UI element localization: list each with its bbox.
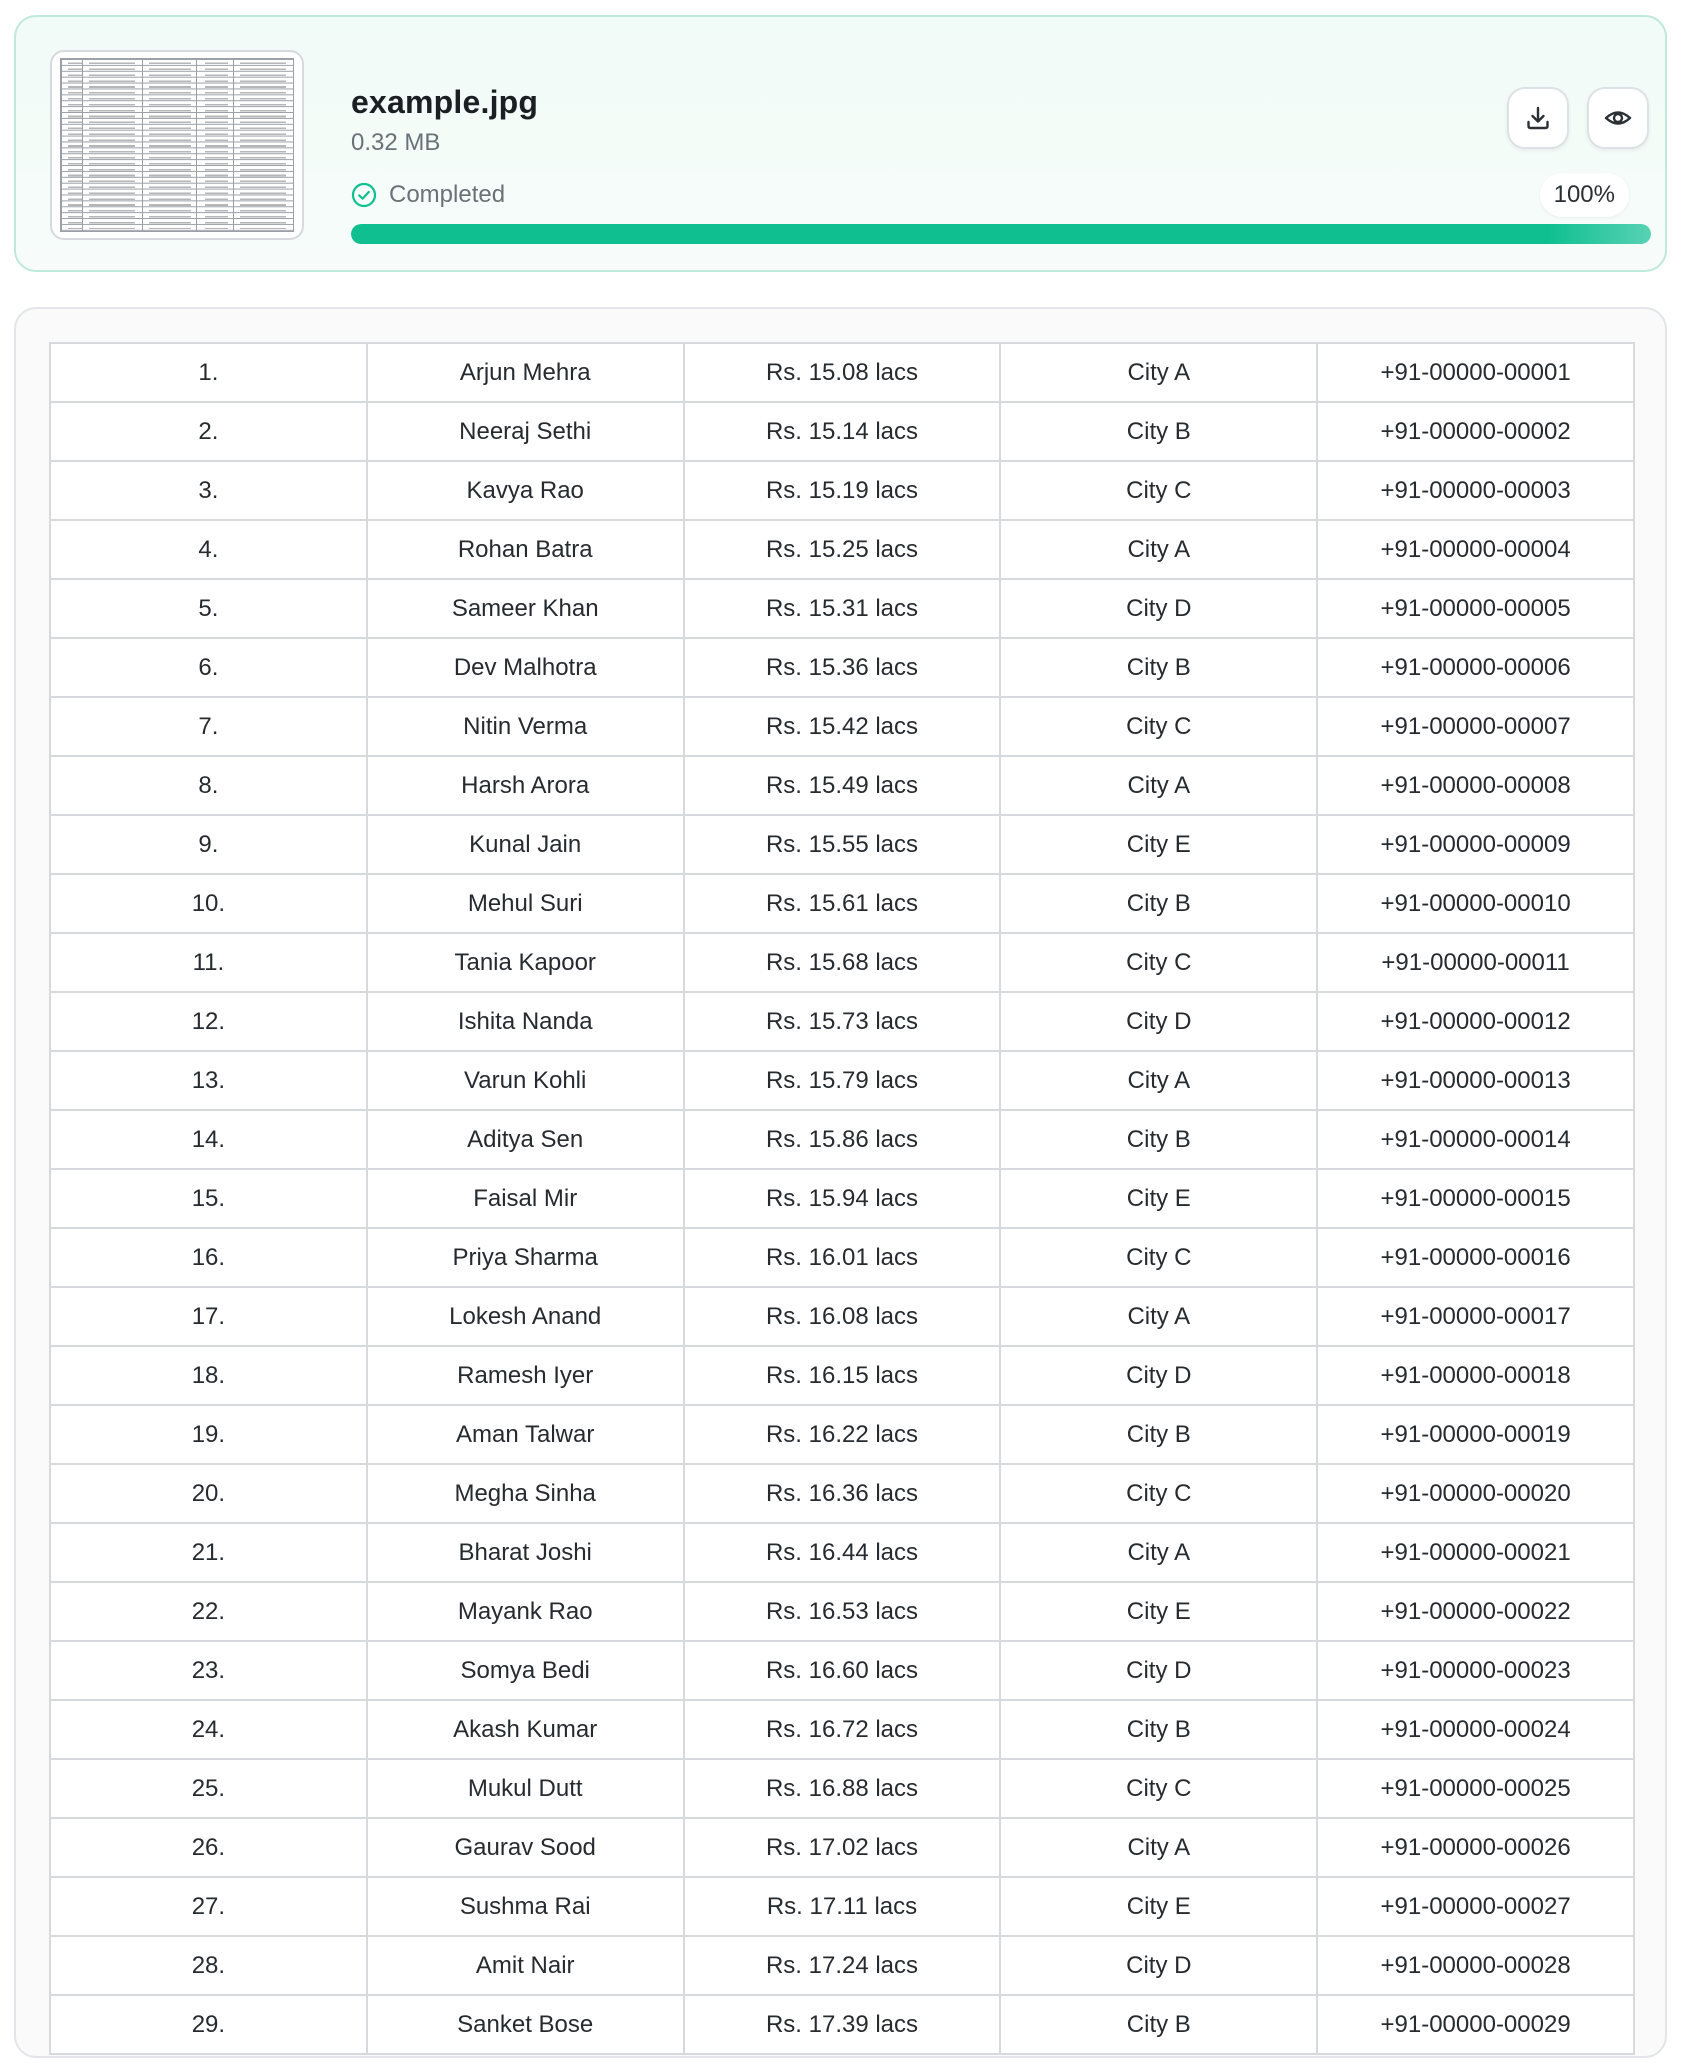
row-number-cell: 9. [50,815,367,874]
table-row [50,520,1634,579]
city-cell: City A [1000,1051,1317,1110]
name-cell: Megha Sinha [367,1464,684,1523]
salary-cell: Rs. 15.55 lacs [684,815,1001,874]
phone-cell: +91-00000-00001 [1317,343,1634,402]
salary-cell: Rs. 17.02 lacs [684,1818,1001,1877]
name-cell: Ramesh Iyer [367,1346,684,1405]
row-number-cell: 20. [50,1464,367,1523]
name-cell: Harsh Arora [367,756,684,815]
table-row [50,461,1634,520]
city-cell: City C [1000,933,1317,992]
city-cell: City B [1000,874,1317,933]
name-cell: Tania Kapoor [367,933,684,992]
row-number-cell: 13. [50,1051,367,1110]
city-cell: City B [1000,638,1317,697]
salary-cell: Rs. 16.60 lacs [684,1641,1001,1700]
name-cell: Varun Kohli [367,1051,684,1110]
row-number-cell: 1. [50,343,367,402]
table-row [50,1228,1634,1287]
name-cell: Faisal Mir [367,1169,684,1228]
city-cell: City C [1000,1464,1317,1523]
salary-cell: Rs. 15.14 lacs [684,402,1001,461]
city-cell: City D [1000,1936,1317,1995]
file-size: 0.32 MB [351,129,441,156]
name-cell: Priya Sharma [367,1228,684,1287]
phone-cell: +91-00000-00027 [1317,1877,1634,1936]
row-number-cell: 22. [50,1582,367,1641]
city-cell: City A [1000,520,1317,579]
table-row [50,1464,1634,1523]
file-name: example.jpg [351,84,539,120]
name-cell: Bharat Joshi [367,1523,684,1582]
salary-cell: Rs. 15.25 lacs [684,520,1001,579]
phone-cell: +91-00000-00022 [1317,1582,1634,1641]
city-cell: City A [1000,343,1317,402]
phone-cell: +91-00000-00026 [1317,1818,1634,1877]
city-cell: City B [1000,1405,1317,1464]
table-row [50,1700,1634,1759]
table-row [50,1523,1634,1582]
table-row [50,1582,1634,1641]
name-cell: Gaurav Sood [367,1818,684,1877]
salary-cell: Rs. 15.68 lacs [684,933,1001,992]
row-number-cell: 17. [50,1287,367,1346]
name-cell: Ishita Nanda [367,992,684,1051]
city-cell: City E [1000,1582,1317,1641]
name-cell: Nitin Verma [367,697,684,756]
progress-percent: 100% [1540,173,1629,217]
name-cell: Kavya Rao [367,461,684,520]
row-number-cell: 14. [50,1110,367,1169]
table-row [50,1818,1634,1877]
name-cell: Mukul Dutt [367,1759,684,1818]
row-number-cell: 19. [50,1405,367,1464]
city-cell: City B [1000,1995,1317,2054]
row-number-cell: 25. [50,1759,367,1818]
phone-cell: +91-00000-00021 [1317,1523,1634,1582]
phone-cell: +91-00000-00015 [1317,1169,1634,1228]
city-cell: City E [1000,815,1317,874]
row-number-cell: 4. [50,520,367,579]
city-cell: City A [1000,756,1317,815]
upload-status [351,181,505,209]
phone-cell: +91-00000-00013 [1317,1051,1634,1110]
name-cell: Aditya Sen [367,1110,684,1169]
row-number-cell: 6. [50,638,367,697]
download-button[interactable] [1507,87,1569,149]
phone-cell: +91-00000-00016 [1317,1228,1634,1287]
salary-cell: Rs. 15.19 lacs [684,461,1001,520]
row-number-cell: 21. [50,1523,367,1582]
salary-cell: Rs. 16.15 lacs [684,1346,1001,1405]
thumbnail-table-preview [60,58,294,232]
table-row [50,1110,1634,1169]
eye-icon [1603,103,1633,133]
row-number-cell: 29. [50,1995,367,2054]
name-cell: Sushma Rai [367,1877,684,1936]
row-number-cell: 10. [50,874,367,933]
salary-cell: Rs. 15.94 lacs [684,1169,1001,1228]
salary-cell: Rs. 15.86 lacs [684,1110,1001,1169]
city-cell: City B [1000,402,1317,461]
city-cell: City B [1000,1700,1317,1759]
table-row [50,579,1634,638]
phone-cell: +91-00000-00005 [1317,579,1634,638]
phone-cell: +91-00000-00024 [1317,1700,1634,1759]
salary-cell: Rs. 16.44 lacs [684,1523,1001,1582]
row-number-cell: 27. [50,1877,367,1936]
city-cell: City B [1000,1110,1317,1169]
salary-cell: Rs. 16.53 lacs [684,1582,1001,1641]
salary-cell: Rs. 15.61 lacs [684,874,1001,933]
city-cell: City E [1000,1169,1317,1228]
city-cell: City D [1000,579,1317,638]
extracted-table-card [14,307,1667,2058]
salary-cell: Rs. 16.88 lacs [684,1759,1001,1818]
row-number-cell: 28. [50,1936,367,1995]
phone-cell: +91-00000-00025 [1317,1759,1634,1818]
name-cell: Rohan Batra [367,520,684,579]
name-cell: Amit Nair [367,1936,684,1995]
phone-cell: +91-00000-00019 [1317,1405,1634,1464]
name-cell: Sanket Bose [367,1995,684,2054]
salary-cell: Rs. 16.08 lacs [684,1287,1001,1346]
city-cell: City C [1000,697,1317,756]
name-cell: Sameer Khan [367,579,684,638]
file-thumbnail[interactable] [50,50,304,240]
table-row [50,343,1634,402]
table-row [50,1641,1634,1700]
city-cell: City D [1000,1346,1317,1405]
table-row [50,874,1634,933]
preview-button[interactable] [1587,87,1649,149]
name-cell: Somya Bedi [367,1641,684,1700]
row-number-cell: 11. [50,933,367,992]
phone-cell: +91-00000-00017 [1317,1287,1634,1346]
city-cell: City D [1000,992,1317,1051]
city-cell: City E [1000,1877,1317,1936]
phone-cell: +91-00000-00006 [1317,638,1634,697]
name-cell: Arjun Mehra [367,343,684,402]
city-cell: City D [1000,1641,1317,1700]
salary-cell: Rs. 15.42 lacs [684,697,1001,756]
name-cell: Mehul Suri [367,874,684,933]
city-cell: City A [1000,1287,1317,1346]
table-row [50,756,1634,815]
salary-cell: Rs. 15.73 lacs [684,992,1001,1051]
salary-cell: Rs. 17.11 lacs [684,1877,1001,1936]
progress-bar [351,224,1651,244]
phone-cell: +91-00000-00002 [1317,402,1634,461]
phone-cell: +91-00000-00020 [1317,1464,1634,1523]
phone-cell: +91-00000-00011 [1317,933,1634,992]
table-row [50,1877,1634,1936]
phone-cell: +91-00000-00029 [1317,1995,1634,2054]
city-cell: City A [1000,1818,1317,1877]
salary-cell: Rs. 15.49 lacs [684,756,1001,815]
city-cell: City A [1000,1523,1317,1582]
table-row [50,402,1634,461]
progress-bar-fill [351,224,1651,244]
phone-cell: +91-00000-00023 [1317,1641,1634,1700]
salary-cell: Rs. 16.36 lacs [684,1464,1001,1523]
table-row [50,815,1634,874]
row-number-cell: 5. [50,579,367,638]
phone-cell: +91-00000-00003 [1317,461,1634,520]
row-number-cell: 24. [50,1700,367,1759]
row-number-cell: 2. [50,402,367,461]
phone-cell: +91-00000-00010 [1317,874,1634,933]
row-number-cell: 18. [50,1346,367,1405]
status-text: Completed [389,181,506,208]
salary-cell: Rs. 15.79 lacs [684,1051,1001,1110]
name-cell: Dev Malhotra [367,638,684,697]
name-cell: Mayank Rao [367,1582,684,1641]
phone-cell: +91-00000-00028 [1317,1936,1634,1995]
table-row [50,933,1634,992]
phone-cell: +91-00000-00014 [1317,1110,1634,1169]
table-row [50,992,1634,1051]
salary-cell: Rs. 15.36 lacs [684,638,1001,697]
phone-cell: +91-00000-00008 [1317,756,1634,815]
city-cell: City C [1000,1759,1317,1818]
name-cell: Aman Talwar [367,1405,684,1464]
phone-cell: +91-00000-00007 [1317,697,1634,756]
data-table [49,342,1635,2055]
table-row [50,1287,1634,1346]
table-row [50,1936,1634,1995]
table-row [50,1051,1634,1110]
row-number-cell: 12. [50,992,367,1051]
row-number-cell: 15. [50,1169,367,1228]
row-number-cell: 8. [50,756,367,815]
salary-cell: Rs. 16.72 lacs [684,1700,1001,1759]
phone-cell: +91-00000-00004 [1317,520,1634,579]
city-cell: City C [1000,1228,1317,1287]
table-body [50,343,1634,2054]
salary-cell: Rs. 17.39 lacs [684,1995,1001,2054]
name-cell: Lokesh Anand [367,1287,684,1346]
phone-cell: +91-00000-00012 [1317,992,1634,1051]
row-number-cell: 3. [50,461,367,520]
table-row [50,1169,1634,1228]
table-row [50,697,1634,756]
check-circle-icon [351,182,377,208]
table-row [50,1759,1634,1818]
table-row [50,638,1634,697]
phone-cell: +91-00000-00018 [1317,1346,1634,1405]
row-number-cell: 26. [50,1818,367,1877]
row-number-cell: 23. [50,1641,367,1700]
salary-cell: Rs. 15.08 lacs [684,343,1001,402]
file-upload-card [14,15,1667,272]
table-row [50,1346,1634,1405]
row-number-cell: 16. [50,1228,367,1287]
download-icon [1523,103,1553,133]
row-number-cell: 7. [50,697,367,756]
name-cell: Akash Kumar [367,1700,684,1759]
name-cell: Neeraj Sethi [367,402,684,461]
salary-cell: Rs. 17.24 lacs [684,1936,1001,1995]
table-row [50,1405,1634,1464]
table-row [50,1995,1634,2054]
phone-cell: +91-00000-00009 [1317,815,1634,874]
salary-cell: Rs. 15.31 lacs [684,579,1001,638]
salary-cell: Rs. 16.22 lacs [684,1405,1001,1464]
city-cell: City C [1000,461,1317,520]
name-cell: Kunal Jain [367,815,684,874]
salary-cell: Rs. 16.01 lacs [684,1228,1001,1287]
